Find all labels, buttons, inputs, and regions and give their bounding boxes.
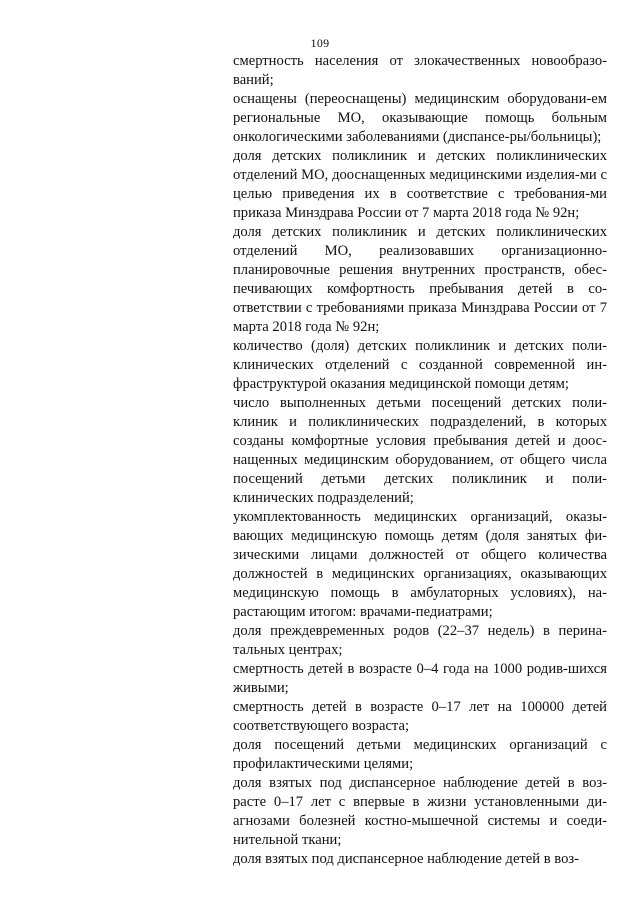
list-item: смертность детей в возрасте 0–17 лет на 100000 детей соответствующего возраста; [233, 699, 607, 734]
page-number: 109 [310, 36, 330, 50]
list-item: доля посещений детьми медицинских организаций с профилактическими целями; [233, 737, 607, 772]
list-item: доля детских поликлиник и детских поликлинических отделений МО, реализовавших организационно-планировочные решения внутренних пространств, обес-печивающих комфортность пребывания детей в со-ответствии с требованиями приказа Минздрава России от 7 марта 2018 года № 92н; [233, 224, 607, 335]
list-item: укомплектованность медицинских организаций, оказы-вающих медицинскую помощь детям (доля занятых фи-зическими лицами должностей от общего количества должностей в медицинских организациях, оказывающих медицинскую помощь в амбулаторных условиях), на-растающим итогом: врачами-педиатрами; [233, 509, 607, 620]
document-body [233, 52, 607, 869]
list-item: смертность населения от злокачественных новообразо-ваний; [233, 53, 607, 88]
list-item: оснащены (переоснащены) медицинским оборудовани-ем региональные МО, оказывающие помощь больным онкологическими заболеваниями (диспансе-ры/больницы); [233, 91, 607, 145]
list-item: доля взятых под диспансерное наблюдение детей в воз-расте 0–17 лет с впервые в жизни установленными ди-агнозами болезней костно-мышечной системы и соеди-нительной ткани; [233, 775, 607, 848]
list-item: доля детских поликлиник и детских поликлинических отделений МО, дооснащенных медицинскими изделия-ми с целью приведения их в соответствие с требования-ми приказа Минздрава России от 7 марта 2018 года № 92н; [233, 148, 607, 221]
list-item: количество (доля) детских поликлиник и детских поли-клинических отделений с созданной современной ин-фраструктурой оказания медицинской помощи детям; [233, 338, 607, 392]
list-item: доля взятых под диспансерное наблюдение детей в воз- [233, 851, 579, 867]
list-item: число выполненных детьми посещений детских поли-клиник и поликлинических подразделений, в которых созданы комфортные условия пребывания детей и доос-нащенных медицинским оборудованием, от общего числа посещений детьми детских поликлиник и поли-клинических подразделений; [233, 395, 607, 506]
list-item: доля преждевременных родов (22–37 недель) в перина-тальных центрах; [233, 623, 607, 658]
list-item: смертность детей в возрасте 0–4 года на 1000 родив-шихся живыми; [233, 661, 607, 696]
